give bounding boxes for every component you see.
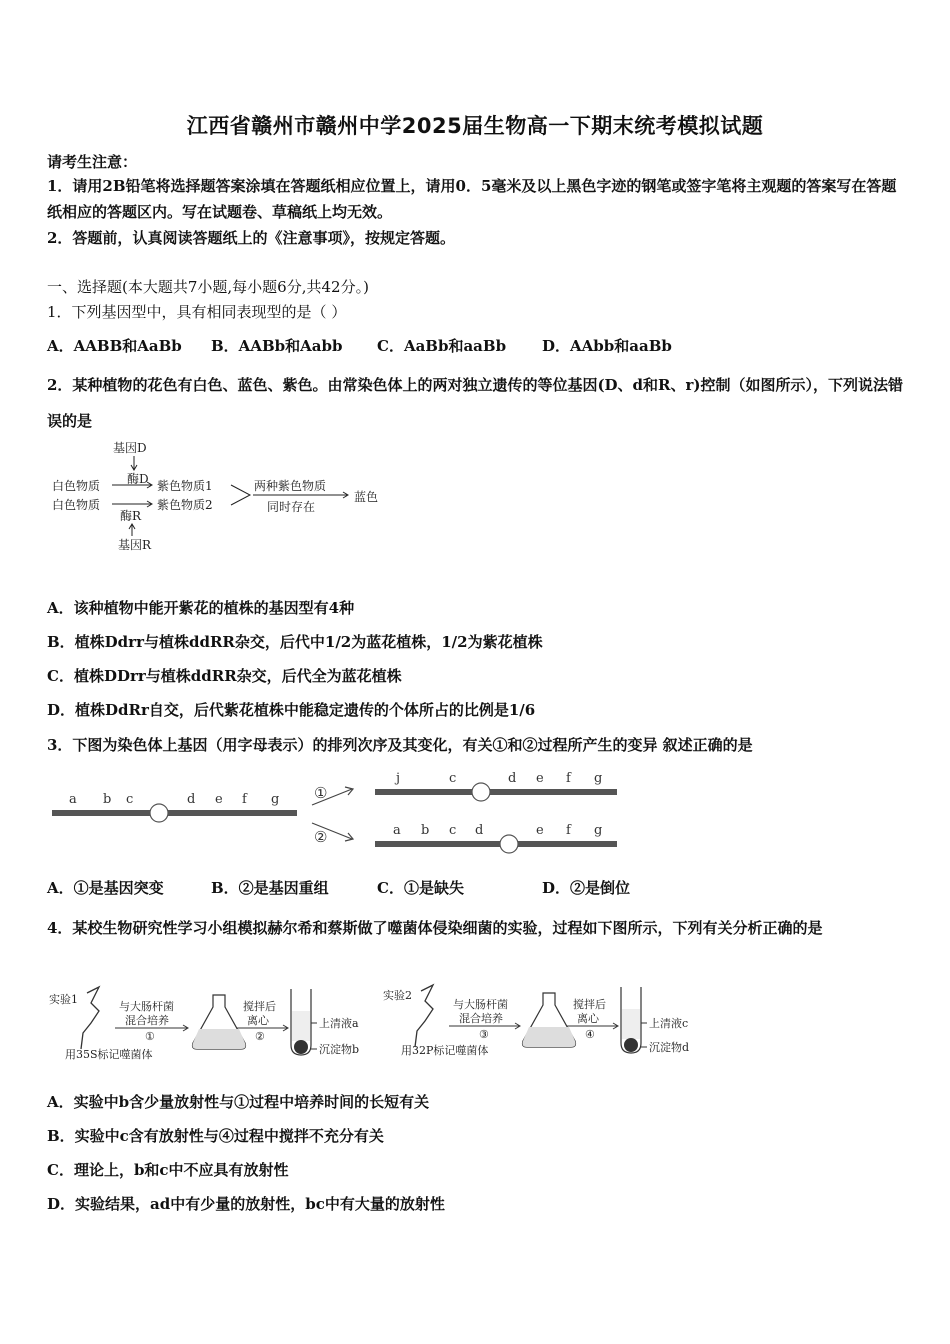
sediment-2-icon (624, 1038, 638, 1052)
r1-gene-f: f (566, 771, 571, 786)
r1-gene-g: g (594, 771, 603, 786)
step-1-label: ① (145, 1030, 155, 1043)
r1-gene-d: d (508, 771, 517, 786)
q4-option-a: A．实验中b含少量放射性与①过程中培养时间的长短有关 (47, 1093, 430, 1111)
enzyme-d-label: 酶D (127, 472, 149, 486)
sediment-d-label: 沉淀物d (649, 1041, 690, 1054)
question-3-stem: 3．下图为染色体上基因（用字母表示）的排列次序及其变化，有关①和②过程所产生的变异 叙述正确的是 (47, 736, 753, 754)
exp2-mix-line-2: 混合培养 (459, 1012, 503, 1025)
question-1-options (47, 336, 672, 356)
purple-substance-1: 紫色物质1 (157, 479, 213, 493)
q3-option-c: C．①是缺失 (377, 879, 464, 897)
orig-gene-b: b (103, 792, 112, 807)
q2-option-b: B．植株Ddrr与植株ddRR杂交，后代中1/2为蓝花植株，1/2为紫花植株 (47, 633, 543, 651)
white-substance-2: 白色物质 (52, 498, 101, 512)
q3-option-d: D．②是倒位 (542, 879, 631, 897)
supernatant-a-label: 上清液a (319, 1017, 359, 1030)
exp2-stir-line-2: 离心 (577, 1012, 599, 1025)
exp1-mix-line-2: 混合培养 (125, 1014, 169, 1027)
sediment-1-icon (294, 1040, 308, 1054)
q2-option-a: A．该种植物中能开紫花的植株的基因型有4种 (47, 599, 355, 617)
q4-option-c: C．理论上，b和c中不应具有放射性 (47, 1161, 289, 1179)
phage-2-icon (415, 985, 433, 1047)
r2-gene-g: g (594, 823, 603, 838)
question-1-stem: 1．下列基因型中，具有相同表现型的是（ ） (47, 303, 347, 321)
exp2-mix-line-1: 与大肠杆菌 (453, 998, 508, 1011)
purple-substance-2: 紫色物质2 (157, 498, 213, 512)
label-s35-phage: 用35S标记噬菌体 (65, 1048, 153, 1061)
exp1-stir-line-1: 搅拌后 (243, 1000, 276, 1013)
experiment-2-label: 实验2 (383, 989, 412, 1002)
notice-item-1: 1．请用2B铅笔将选择题答案涂填在答题纸相应位置上，请用0．5毫米及以上黑色字迹的钢笔或签字笔将主观题的答案写在答题纸相应的答题区内。写在试题卷、草稿纸上均无效。 (47, 177, 897, 221)
sediment-b-label: 沉淀物b (319, 1043, 360, 1056)
phage-experiment-diagram (47, 983, 727, 1065)
r1-gene-j: j (396, 771, 401, 786)
q4-option-d: D．实验结果，ad中有少量的放射性，bc中有大量的放射性 (47, 1195, 445, 1213)
r2-gene-b: b (421, 823, 430, 838)
q2-option-c: C．植株DDrr与植株ddRR杂交，后代全为蓝花植株 (47, 667, 402, 685)
q1-option-c: C．AaBb和aaBb (377, 337, 507, 355)
both-purple-line-1: 两种紫色物质 (254, 479, 327, 493)
q3-option-b: B．②是基因重组 (211, 879, 329, 897)
question-4-stem: 4．某校生物研究性学习小组模拟赫尔希和蔡斯做了噬菌体侵染细菌的实验，过程如下图所示，下列有关分析正确的是 (47, 919, 823, 937)
result-2-chromosome (375, 841, 617, 847)
result-1-centromere (472, 783, 490, 801)
notice-item-2: 2．答题前，认真阅读答题纸上的《注意事项》，按规定答题。 (47, 229, 455, 247)
r1-gene-c: c (449, 771, 457, 786)
exp1-mix-line-1: 与大肠杆菌 (119, 1000, 174, 1013)
q3-option-a: A．①是基因突变 (47, 879, 164, 897)
experiment-1-label: 实验1 (49, 993, 78, 1006)
enzyme-r-label: 酶R (120, 509, 142, 523)
r1-gene-e: e (536, 771, 544, 786)
q1-option-d: D．AAbb和aaBb (542, 337, 672, 355)
q2-option-d: D．植株DdRr自交，后代紫花植株中能稳定遗传的个体所占的比例是1/6 (47, 701, 536, 719)
original-chromosome (52, 810, 297, 816)
question-3-options (47, 878, 630, 898)
blue-label: 蓝色 (354, 490, 379, 504)
question-2-stem: 2．某种植物的花色有白色、蓝色、紫色。由常染色体上的两对独立遗传的等位基因(D、d和R、r)控制（如图所示），下列说法错误的是 (47, 376, 904, 430)
result-1-chromosome (375, 789, 617, 795)
orig-gene-f: f (242, 792, 247, 807)
notice-heading: 请考生注意： (47, 153, 138, 171)
gene-d-label: 基因D (113, 441, 147, 455)
supernatant-c-label: 上清液c (649, 1017, 689, 1030)
step-2-label: ② (255, 1030, 265, 1043)
gene-r-label: 基因R (118, 538, 152, 552)
page-title: 江西省赣州市赣州中学2025届生物高一下期末统考模拟试题 (186, 114, 764, 138)
orig-gene-c: c (126, 792, 134, 807)
white-substance-1: 白色物质 (52, 479, 101, 493)
exp2-stir-line-1: 搅拌后 (573, 998, 606, 1011)
phage-1-icon (81, 987, 99, 1049)
flower-color-pathway-diagram (47, 438, 392, 556)
step-3-label: ③ (479, 1028, 489, 1041)
step-4-label: ④ (585, 1028, 595, 1041)
r2-gene-f: f (566, 823, 571, 838)
both-purple-line-2: 同时存在 (267, 500, 316, 514)
orig-gene-e: e (215, 792, 223, 807)
chromosome-variation-diagram (47, 765, 627, 857)
original-centromere (150, 804, 168, 822)
r2-gene-a: a (393, 823, 401, 838)
exp1-stir-line-2: 离心 (247, 1014, 269, 1027)
q1-option-b: B．AABb和Aabb (211, 337, 343, 355)
process-1-label: ① (314, 784, 328, 802)
orig-gene-a: a (69, 792, 77, 807)
orig-gene-d: d (187, 792, 196, 807)
section-heading: 一、选择题(本大题共7小题,每小题6分,共42分。) (47, 278, 369, 296)
orig-gene-g: g (271, 792, 280, 807)
label-p32-phage: 用32P标记噬菌体 (401, 1044, 489, 1057)
q4-option-b: B．实验中c含有放射性与④过程中搅拌不充分有关 (47, 1127, 384, 1145)
merge-bracket (231, 485, 250, 505)
r2-gene-e: e (536, 823, 544, 838)
q1-option-a: A．AABB和AaBb (47, 337, 182, 355)
process-2-label: ② (314, 828, 328, 846)
r2-gene-d: d (475, 823, 484, 838)
r2-gene-c: c (449, 823, 457, 838)
result-2-centromere (500, 835, 518, 853)
